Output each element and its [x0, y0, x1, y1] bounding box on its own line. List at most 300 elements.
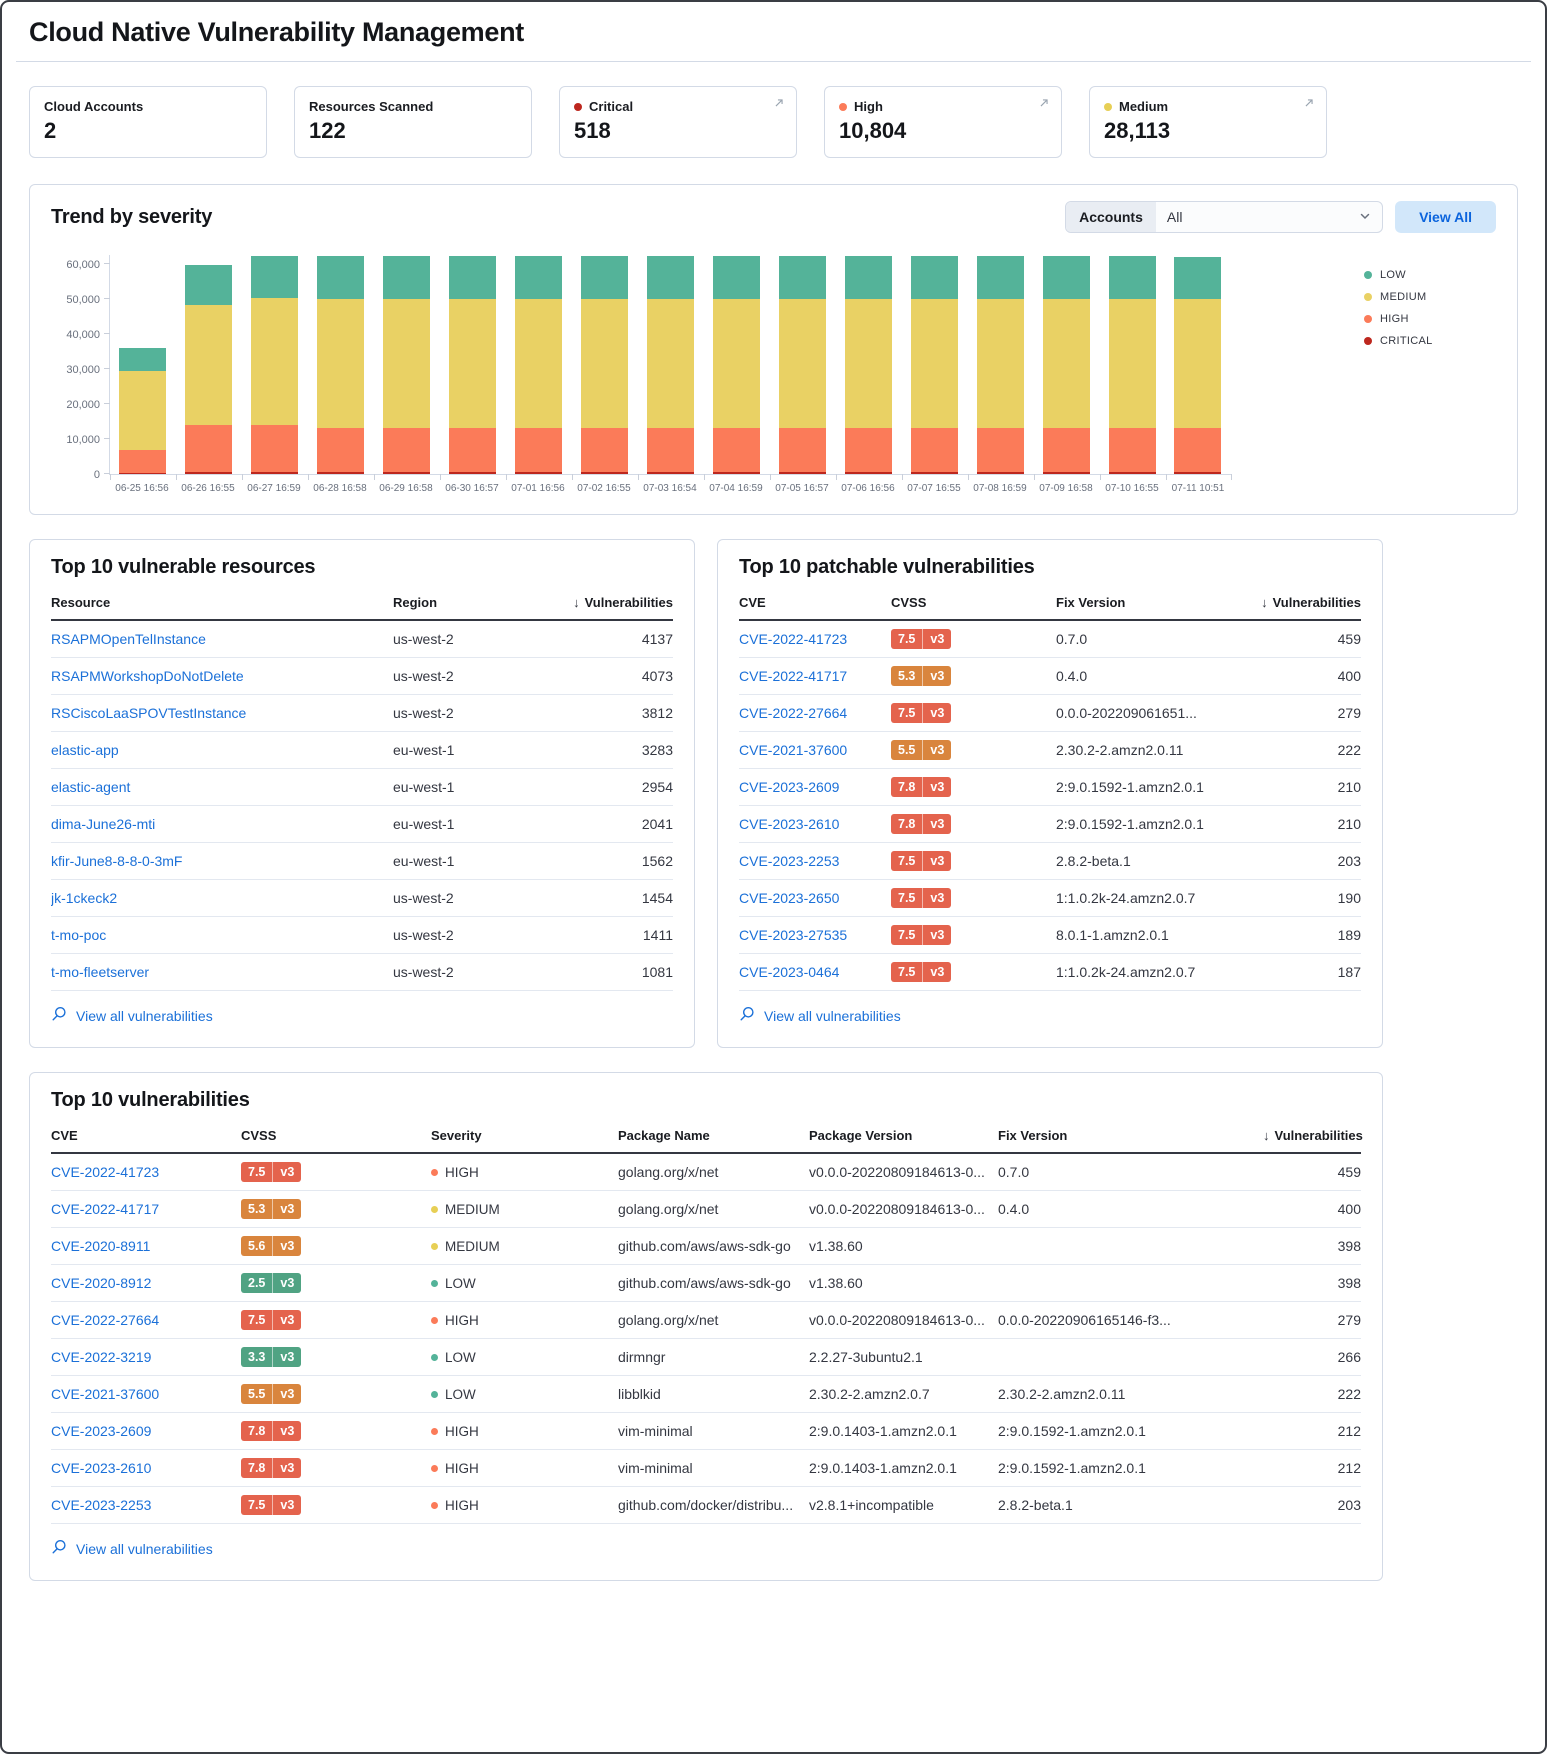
resource-link[interactable]: RSAPMWorkshopDoNotDelete [51, 668, 244, 684]
external-arrow-icon [772, 96, 786, 115]
cve-link[interactable]: CVE-2022-41717 [739, 668, 848, 684]
trend-bar [845, 255, 892, 474]
table-row [51, 695, 673, 732]
package-name-cell: vim-minimal [618, 1460, 693, 1476]
severity-dot-icon [431, 1428, 438, 1435]
package-version-cell: v0.0.0-20220809184613-0... [809, 1201, 985, 1217]
resource-link[interactable]: elastic-agent [51, 779, 131, 795]
resources-view-all-link[interactable]: View all vulnerabilities [51, 1006, 213, 1025]
cve-link[interactable]: CVE-2023-2609 [51, 1423, 152, 1439]
table-row [739, 954, 1361, 991]
bar-segment-low [515, 256, 562, 300]
trend-bar-slot [769, 255, 835, 474]
vulnerability-count: 2041 [641, 816, 673, 832]
bar-segment-medium [515, 299, 562, 427]
severity-label: MEDIUM [445, 1238, 500, 1254]
package-version-cell: v2.8.1+incompatible [809, 1497, 934, 1513]
cvss-score: 7.8 [891, 777, 923, 798]
trend-bar [1109, 255, 1156, 474]
vulnerability-count: 222 [1337, 742, 1361, 758]
column-header-package-version[interactable]: Package Version [809, 1128, 913, 1143]
severity-label: HIGH [445, 1164, 479, 1180]
table-row [739, 769, 1361, 806]
fix-version-cell: 2:9.0.1592-1.amzn2.0.1 [998, 1460, 1146, 1476]
bar-segment-low [779, 256, 826, 300]
bar-segment-low [713, 256, 760, 300]
trend-bar-slot [572, 255, 638, 474]
fix-version-cell: 2.8.2-beta.1 [998, 1497, 1073, 1513]
bar-segment-medium [383, 299, 430, 427]
region-cell: us-west-2 [393, 890, 454, 906]
cvss-badge [241, 1199, 301, 1220]
bar-segment-high [119, 450, 166, 473]
trend-chart-y-axis [51, 255, 109, 481]
cvss-version: v3 [280, 1238, 295, 1253]
cve-link[interactable]: CVE-2023-0464 [739, 964, 840, 980]
resources-table-body [51, 621, 673, 991]
cvss-cell [891, 888, 1056, 909]
trend-bar-slot [506, 255, 572, 474]
cvss-version: v3 [930, 964, 945, 979]
severity-dot-icon [431, 1502, 438, 1509]
bar-segment-critical [251, 472, 298, 474]
bar-segment-critical [977, 472, 1024, 474]
severity-cell [431, 1387, 618, 1402]
view-all-button[interactable]: View All [1395, 201, 1496, 233]
legend-item-critical[interactable] [1364, 335, 1490, 347]
accounts-dropdown[interactable] [1065, 201, 1383, 233]
resource-link[interactable]: t-mo-fleetserver [51, 964, 150, 980]
cvss-cell [891, 629, 1056, 650]
external-arrow-icon [1037, 96, 1051, 115]
table-row [739, 732, 1361, 769]
cve-link[interactable]: CVE-2020-8911 [51, 1238, 151, 1254]
x-axis-tick-label: 06-30 16:57 [445, 483, 499, 494]
column-header-vulnerabilities[interactable]: ↓ Vulnerabilities [1261, 595, 1361, 610]
vulnerability-count: 266 [1337, 1349, 1361, 1365]
trend-bar-slot [1165, 255, 1231, 474]
x-axis-tick-label: 07-07 16:55 [907, 483, 961, 494]
cve-link[interactable]: CVE-2023-27535 [739, 927, 848, 943]
patchable-table-body [739, 621, 1361, 991]
search-icon [51, 1539, 67, 1558]
stat-value: 10,804 [839, 118, 907, 143]
vulnerability-count: 398 [1337, 1238, 1361, 1254]
cvss-badge [891, 740, 951, 761]
legend-dot-icon [1364, 271, 1372, 279]
sort-desc-icon [1263, 1128, 1275, 1143]
table-row [739, 843, 1361, 880]
region-cell: eu-west-1 [393, 853, 455, 869]
x-axis-tick-label: 07-08 16:59 [973, 483, 1027, 494]
bar-segment-low [1043, 256, 1090, 300]
bar-segment-low [845, 256, 892, 300]
stat-card-medium[interactable] [1089, 86, 1327, 158]
top-patchable-vulnerabilities-panel [717, 539, 1383, 1048]
column-header-cve[interactable]: CVE [739, 595, 766, 610]
patchable-panel-title: Top 10 patchable vulnerabilities [739, 556, 1035, 578]
cve-link[interactable]: CVE-2022-27664 [739, 705, 848, 721]
x-axis-tick-label: 07-03 16:54 [643, 483, 697, 494]
trend-by-severity-panel [29, 184, 1518, 515]
package-name-cell: dirmngr [618, 1349, 666, 1365]
bar-segment-medium [1043, 299, 1090, 427]
package-name-cell: golang.org/x/net [618, 1312, 719, 1328]
cve-link[interactable]: CVE-2023-2650 [739, 890, 840, 906]
cve-link[interactable]: CVE-2022-41723 [51, 1164, 160, 1180]
severity-dot-icon [431, 1243, 438, 1250]
severity-cell [431, 1461, 618, 1476]
column-header-cvss[interactable]: CVSS [241, 1128, 277, 1143]
cvss-badge [241, 1273, 301, 1294]
trend-bar [581, 255, 628, 474]
trend-panel-title: Trend by severity [51, 205, 213, 228]
trend-bar [977, 255, 1024, 474]
trend-bar [515, 255, 562, 474]
cvss-version: v3 [280, 1423, 295, 1438]
cve-link[interactable]: CVE-2022-3219 [51, 1349, 152, 1365]
cvss-version: v3 [930, 890, 945, 905]
table-row [739, 695, 1361, 732]
trend-bar-slot [374, 255, 440, 474]
cvss-cell [241, 1273, 431, 1294]
y-axis-tick-label: 0 [93, 469, 100, 481]
cvss-score: 5.6 [241, 1236, 273, 1257]
fix-version-cell: 0.4.0 [998, 1201, 1030, 1217]
trend-bar [383, 255, 430, 474]
stat-label: Critical [589, 99, 634, 114]
severity-cell [431, 1165, 618, 1180]
cvss-version: v3 [280, 1386, 295, 1401]
severity-dot-icon [431, 1465, 438, 1472]
table-row [739, 806, 1361, 843]
column-header-vulnerabilities[interactable]: ↓ Vulnerabilities [563, 595, 673, 610]
cve-link[interactable]: CVE-2021-37600 [51, 1386, 160, 1402]
cve-link[interactable]: CVE-2023-2253 [739, 853, 840, 869]
table-row [739, 621, 1361, 658]
bar-segment-high [383, 428, 430, 473]
table-row [51, 1302, 1361, 1339]
cve-link[interactable]: CVE-2022-27664 [51, 1312, 160, 1328]
fix-version-cell: 0.4.0 [1056, 668, 1088, 684]
cvss-badge [891, 629, 951, 650]
stat-card-high[interactable] [824, 86, 1062, 158]
cvss-cell [241, 1310, 431, 1331]
vulnerability-count: 3812 [641, 705, 673, 721]
cve-link[interactable]: CVE-2023-2610 [739, 816, 840, 832]
table-row [51, 843, 673, 880]
search-icon [739, 1006, 755, 1025]
trend-bar [449, 255, 496, 474]
table-row [51, 1265, 1361, 1302]
severity-cell [431, 1202, 618, 1217]
cvss-version: v3 [930, 742, 945, 757]
cvss-version: v3 [280, 1201, 295, 1216]
bar-segment-critical [1174, 472, 1221, 474]
cvss-version: v3 [930, 816, 945, 831]
x-axis-tick-label: 06-27 16:59 [247, 483, 301, 494]
trend-bar-slot [176, 255, 242, 474]
package-version-cell: v1.38.60 [809, 1238, 863, 1254]
vulnerability-count: 187 [1337, 964, 1361, 980]
cvss-score: 7.5 [891, 851, 923, 872]
cve-link[interactable]: CVE-2023-2610 [51, 1460, 152, 1476]
column-header-vulnerabilities[interactable]: ↓ Vulnerabilities [1263, 1128, 1363, 1143]
cvss-badge [891, 962, 951, 983]
bar-segment-critical [1109, 472, 1156, 474]
bar-segment-medium [185, 305, 232, 426]
bar-segment-critical [449, 472, 496, 474]
x-axis-tick-mark [242, 474, 243, 480]
x-axis-tick-mark [440, 474, 441, 480]
legend-item-high[interactable] [1364, 313, 1490, 325]
stat-value: 28,113 [1104, 118, 1171, 143]
cvss-cell [891, 666, 1056, 687]
y-axis-tick-label: 30,000 [66, 364, 100, 377]
fix-version-cell: 8.0.1-1.amzn2.0.1 [1056, 927, 1169, 943]
x-axis-tick-mark [1034, 474, 1035, 480]
vulnerability-count: 1562 [641, 853, 673, 869]
cvss-score: 7.5 [891, 888, 923, 909]
trend-bar-slot [901, 255, 967, 474]
vulnerability-count: 459 [1337, 1164, 1361, 1180]
column-header-resource[interactable]: Resource [51, 595, 111, 610]
fix-version-cell: 2.30.2-2.amzn2.0.11 [1056, 742, 1184, 758]
x-axis-tick-mark [704, 474, 705, 480]
x-axis-tick-label: 06-26 16:55 [181, 483, 235, 494]
bar-segment-high [713, 428, 760, 473]
cvss-score: 5.3 [891, 666, 923, 687]
column-header-package-name[interactable]: Package Name [618, 1128, 710, 1143]
severity-label: HIGH [445, 1423, 479, 1439]
cvss-score: 7.5 [241, 1162, 273, 1183]
legend-label: LOW [1380, 269, 1406, 281]
y-axis-tick-mark [104, 368, 110, 369]
x-axis-tick-label: 07-11 10:51 [1171, 483, 1225, 494]
cvss-cell [241, 1236, 431, 1257]
fix-version-cell: 1:1.0.2k-24.amzn2.0.7 [1056, 890, 1196, 906]
cvss-version: v3 [930, 927, 945, 942]
cvss-version: v3 [280, 1312, 295, 1327]
stat-card-critical[interactable] [559, 86, 797, 158]
trend-bar [713, 255, 760, 474]
bar-segment-critical [779, 472, 826, 474]
bar-segment-high [449, 428, 496, 473]
cvss-score: 7.5 [891, 703, 923, 724]
resource-link[interactable]: dima-June26-mti [51, 816, 156, 832]
legend-item-low[interactable] [1364, 269, 1490, 281]
cvss-version: v3 [280, 1460, 295, 1475]
package-version-cell: 2.2.27-3ubuntu2.1 [809, 1349, 923, 1365]
legend-item-medium[interactable] [1364, 291, 1490, 303]
cvss-version: v3 [280, 1164, 295, 1179]
bar-segment-low [185, 265, 232, 305]
cvss-cell [241, 1458, 431, 1479]
vulnerability-count: 210 [1337, 779, 1361, 795]
cvss-cell [891, 814, 1056, 835]
region-cell: us-west-2 [393, 631, 454, 647]
cve-link[interactable]: CVE-2022-41723 [739, 631, 848, 647]
column-header-severity[interactable]: Severity [431, 1128, 482, 1143]
table-row [51, 917, 673, 954]
bar-segment-medium [779, 299, 826, 427]
resource-link[interactable]: kfir-June8-8-8-0-3mF [51, 853, 183, 869]
cvss-version: v3 [930, 853, 945, 868]
trend-bar-slot [967, 255, 1033, 474]
cvss-score: 7.5 [891, 629, 923, 650]
search-icon [51, 1006, 67, 1025]
resource-link[interactable]: t-mo-poc [51, 927, 107, 943]
x-axis-tick-mark [770, 474, 771, 480]
trend-bar-slot [308, 255, 374, 474]
severity-cell [431, 1350, 618, 1365]
vulnerability-count: 190 [1337, 890, 1361, 906]
bar-segment-low [647, 256, 694, 300]
x-axis-tick-mark [902, 474, 903, 480]
severity-dot-icon [574, 103, 582, 111]
cvss-cell [241, 1347, 431, 1368]
cvss-cell [891, 962, 1056, 983]
cvss-score: 7.5 [891, 962, 923, 983]
trend-chart-legend [1364, 255, 1496, 475]
resource-link[interactable]: RSAPMOpenTelInstance [51, 631, 206, 647]
bar-segment-low [1174, 257, 1221, 299]
cvss-badge [241, 1421, 301, 1442]
y-axis-tick-mark [104, 263, 110, 264]
patchable-view-all-link[interactable]: View all vulnerabilities [739, 1006, 901, 1025]
resources-table-header [51, 579, 673, 621]
cvss-badge [241, 1310, 301, 1331]
bar-segment-high [779, 428, 826, 473]
x-axis-tick-mark [638, 474, 639, 480]
cve-link[interactable]: CVE-2023-2609 [739, 779, 840, 795]
cvss-cell [891, 851, 1056, 872]
cvss-badge [891, 814, 951, 835]
severity-label: HIGH [445, 1497, 479, 1513]
severity-cell [431, 1424, 618, 1439]
table-row [51, 806, 673, 843]
cvss-score: 7.5 [241, 1495, 273, 1516]
legend-dot-icon [1364, 337, 1372, 345]
severity-cell [431, 1239, 618, 1254]
bar-segment-critical [647, 472, 694, 474]
bar-segment-low [581, 256, 628, 300]
cve-link[interactable]: CVE-2022-41717 [51, 1201, 160, 1217]
stat-label: Medium [1119, 99, 1169, 114]
bar-segment-medium [713, 299, 760, 427]
bar-segment-medium [911, 299, 958, 427]
column-header-cvss[interactable]: CVSS [891, 595, 927, 610]
bar-segment-medium [449, 299, 496, 427]
x-axis-tick-mark [1100, 474, 1101, 480]
severity-cell [431, 1498, 618, 1513]
cvss-version: v3 [930, 668, 945, 683]
table-row [51, 1413, 1361, 1450]
cve-link[interactable]: CVE-2021-37600 [739, 742, 848, 758]
x-axis-tick-mark [836, 474, 837, 480]
bar-segment-critical [515, 472, 562, 474]
trend-chart [51, 255, 1496, 481]
fix-version-cell: 0.0.0-202209061651... [1056, 705, 1197, 721]
vulnerabilities-view-all-link[interactable]: View all vulnerabilities [51, 1539, 213, 1558]
bar-segment-low [977, 256, 1024, 300]
resource-link[interactable]: jk-1ckeck2 [51, 890, 118, 906]
bar-segment-high [977, 428, 1024, 473]
table-row [51, 732, 673, 769]
severity-dot-icon [431, 1317, 438, 1324]
bar-segment-low [251, 256, 298, 298]
severity-dot-icon [1104, 103, 1112, 111]
column-header-fix-version[interactable]: Fix Version [998, 1128, 1068, 1143]
package-name-cell: golang.org/x/net [618, 1201, 719, 1217]
cve-link[interactable]: CVE-2020-8912 [51, 1275, 152, 1291]
cvss-score: 7.5 [891, 925, 923, 946]
column-header-cve[interactable]: CVE [51, 1128, 78, 1143]
severity-label: LOW [445, 1349, 476, 1365]
x-axis-tick-label: 07-05 16:57 [775, 483, 829, 494]
table-row [51, 769, 673, 806]
vulnerability-count: 212 [1337, 1460, 1361, 1476]
cvss-badge [891, 888, 951, 909]
y-axis-tick-mark [104, 403, 110, 404]
table-row [51, 1339, 1361, 1376]
x-axis-tick-label: 07-10 16:55 [1105, 483, 1159, 494]
bar-segment-critical [845, 472, 892, 474]
fix-version-cell: 2:9.0.1592-1.amzn2.0.1 [1056, 816, 1204, 832]
resource-link[interactable]: RSCiscoLaaSPOVTestInstance [51, 705, 247, 721]
cvss-badge [241, 1236, 301, 1257]
region-cell: us-west-2 [393, 705, 454, 721]
vulnerabilities-table-header [51, 1112, 1361, 1154]
trend-chart-x-axis [109, 483, 1496, 494]
bar-segment-low [317, 256, 364, 300]
sort-desc-icon [1261, 595, 1273, 610]
y-axis-tick-mark [104, 298, 110, 299]
external-arrow-icon [1302, 96, 1316, 115]
severity-label: LOW [445, 1275, 476, 1291]
resource-link[interactable]: elastic-app [51, 742, 119, 758]
region-cell: eu-west-1 [393, 779, 455, 795]
bar-segment-critical [119, 473, 166, 474]
vulnerability-count: 4137 [641, 631, 673, 647]
cvss-badge [241, 1162, 301, 1183]
cvss-score: 7.8 [241, 1421, 273, 1442]
cve-link[interactable]: CVE-2023-2253 [51, 1497, 152, 1513]
column-header-region[interactable]: Region [393, 595, 438, 610]
trend-bar [911, 255, 958, 474]
bar-segment-high [581, 428, 628, 473]
cvss-cell [891, 703, 1056, 724]
vulnerability-count: 1454 [641, 890, 673, 906]
severity-dot-icon [431, 1280, 438, 1287]
region-cell: eu-west-1 [393, 742, 455, 758]
bar-segment-high [647, 428, 694, 473]
trend-bar [1043, 255, 1090, 474]
column-header-fix-version[interactable]: Fix Version [1056, 595, 1126, 610]
fix-version-cell: 2:9.0.1592-1.amzn2.0.1 [1056, 779, 1204, 795]
y-axis-tick-label: 40,000 [66, 329, 100, 342]
bar-segment-high [1109, 428, 1156, 473]
top-vulnerable-resources-panel [29, 539, 695, 1048]
trend-bar-slot [703, 255, 769, 474]
severity-dot-icon [431, 1391, 438, 1398]
table-row [51, 1487, 1361, 1524]
x-axis-tick-label: 07-02 16:55 [577, 483, 631, 494]
fix-version-cell: 0.0.0-20220906165146-f3... [998, 1312, 1171, 1328]
trend-bar-slot [242, 255, 308, 474]
bar-segment-medium [581, 299, 628, 427]
x-axis-tick-mark [506, 474, 507, 480]
